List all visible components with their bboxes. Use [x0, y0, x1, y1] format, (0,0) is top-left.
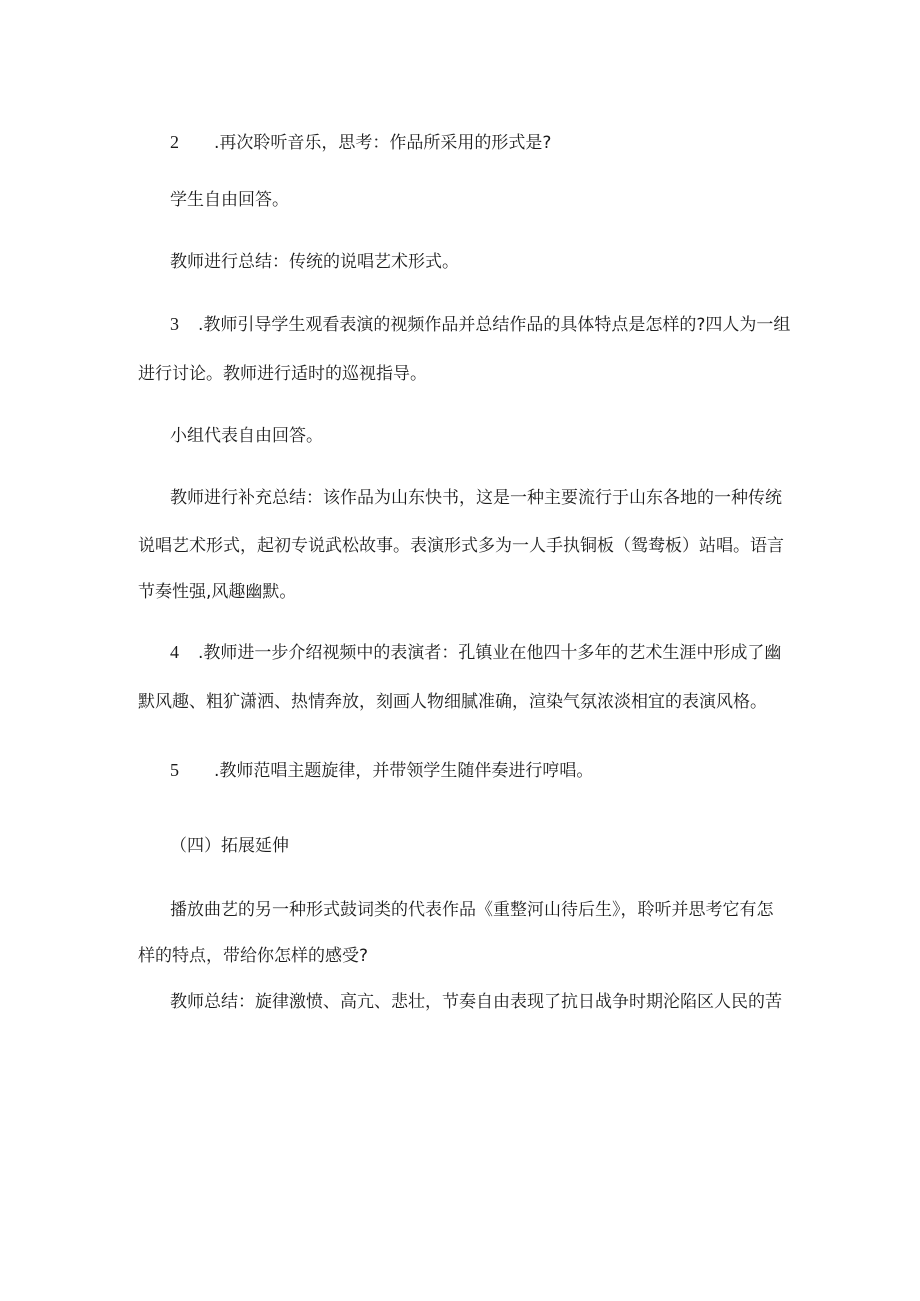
item-number: 4	[170, 642, 179, 662]
paragraph-continuation: 样的特点，带给你怎样的感受?	[138, 946, 369, 966]
list-item-3	[170, 312, 790, 337]
item-text: .教师引导学生观看表演的视频作品并总结作品的具体特点是怎样的?四人为一组	[198, 315, 791, 335]
item-number: 5	[170, 760, 179, 780]
list-item-2	[170, 130, 551, 155]
item-number: 3	[170, 314, 179, 334]
item-number: 2	[170, 132, 179, 152]
paragraph-continuation: 进行讨论。教师进行适时的巡视指导。	[138, 364, 427, 384]
section-heading: （四）拓展延伸	[170, 836, 289, 856]
paragraph: 学生自由回答。	[170, 190, 289, 210]
paragraph-continuation: 节奏性强,风趣幽默。	[138, 582, 297, 602]
list-item-4	[170, 640, 781, 665]
item-text: .再次聆听音乐，思考：作品所采用的形式是?	[214, 133, 552, 153]
paragraph: 教师总结：旋律激愤、高亢、悲壮，节奏自由表现了抗日战争时期沦陷区人民的苦	[170, 992, 782, 1012]
item-text: .教师范唱主题旋律，并带领学生随伴奏进行哼唱。	[214, 761, 594, 781]
paragraph-continuation: 说唱艺术形式，起初专说武松故事。表演形式多为一人手执铜板（鸳鸯板）站唱。语言	[138, 536, 784, 556]
paragraph: 播放曲艺的另一种形式鼓词类的代表作品《重整河山待后生》，聆听并思考它有怎	[170, 900, 774, 920]
item-text: .教师进一步介绍视频中的表演者：孔镇业在他四十多年的艺术生涯中形成了幽	[198, 643, 782, 663]
paragraph-continuation: 默风趣、粗犷潇洒、热情奔放，刻画人物细腻准确，渲染气氛浓淡相宜的表演风格。	[138, 692, 767, 712]
paragraph: 小组代表自由回答。	[170, 426, 323, 446]
list-item-5	[170, 758, 593, 783]
paragraph: 教师进行总结：传统的说唱艺术形式。	[170, 252, 459, 272]
paragraph: 教师进行补充总结：该作品为山东快书，这是一种主要流行于山东各地的一种传统	[170, 488, 782, 508]
